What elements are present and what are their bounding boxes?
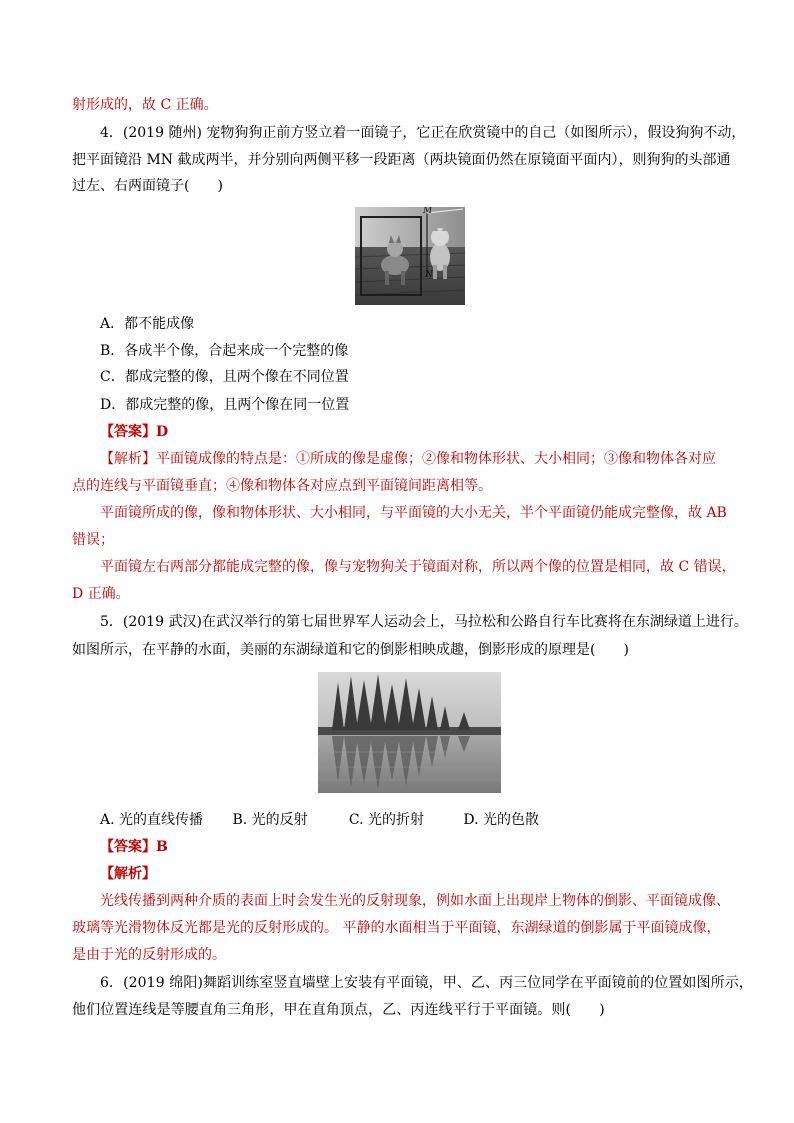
q4-analysis-line-6: D 正确。 xyxy=(72,586,130,602)
label-m: M xyxy=(423,207,433,216)
q5-option-d: D. 光的色散 xyxy=(463,812,539,828)
previous-answer-tail: 射形成的，故 C 正确。 xyxy=(72,97,218,113)
q4-dog-mirror-figure xyxy=(355,207,465,305)
q4-analysis-line-4: 错误； xyxy=(72,532,114,548)
q4-answer: 【答案】D xyxy=(100,424,169,440)
q4-stem-line-3: 过左、右两面镜子( ) xyxy=(72,178,223,194)
q4-option-d: D．都成完整的像，且两个像在同一位置 xyxy=(100,397,350,413)
q4-option-b: B．各成半个像，合起来成一个完整的像 xyxy=(100,343,349,359)
label-n: N xyxy=(425,270,433,280)
q5-analysis-line-1: 光线传播到两种介质的表面上时会发生光的反射现象，例如水面上出现岸上物体的倒影、平面镜成像、 xyxy=(100,893,730,909)
q5-option-a: A. 光的直线传播 xyxy=(100,812,204,828)
q5-analysis-title: 【解析】 xyxy=(100,866,156,882)
q4-stem-line-1: 4．(2019 随州) 宠物狗狗正前方竖立着一面镜子，它正在欣赏镜中的自己（如图所示），假设狗狗不动， xyxy=(100,125,746,141)
q6-stem-line-1: 6．(2019 绵阳)舞蹈训练室竖直墙壁上安装有平面镜，甲、乙、丙三位同学在平面镜前的位置如图所示， xyxy=(100,975,753,991)
q5-stem-line-2: 如图所示，在平静的水面，美丽的东湖绿道和它的倒影相映成趣，倒影形成的原理是( ) xyxy=(72,642,629,658)
lake-reflection-photo xyxy=(318,672,501,793)
q5-analysis-line-3: 是由于光的反射形成的。 xyxy=(72,947,226,963)
q4-stem-line-2: 把平面镜沿 MN 截成两半，并分别向两侧平移一段距离（两块镜面仍然在原镜面平面内），则狗狗的头部通 xyxy=(72,152,731,168)
q5-option-c: C. 光的折射 xyxy=(348,812,425,828)
q4-analysis-line-3: 平面镜所成的像，像和物体形状、大小相同，与平面镜的大小无关，半个平面镜仍能成完整像，故 AB xyxy=(100,505,727,521)
q4-analysis-line-2: 点的连线与平面镜垂直；④像和物体各对应点到平面镜间距离相等。 xyxy=(72,478,492,494)
q5-analysis-line-2: 玻璃等光滑物体反光都是光的反射形成的。 平静的水面相当于平面镜，东湖绿道的倒影属于平面镜成像， xyxy=(72,920,721,936)
q5-options xyxy=(100,810,539,830)
q5-lake-reflection-figure xyxy=(318,672,501,793)
q4-option-c: C．都成完整的像，且两个像在不同位置 xyxy=(100,369,349,385)
q4-option-a: A．都不能成像 xyxy=(100,316,195,332)
q5-answer: 【答案】B xyxy=(100,839,168,855)
q5-option-b: B. 光的反射 xyxy=(232,812,308,828)
q4-analysis-line-1: 【解析】平面镜成像的特点是：①所成的像是虚像；②像和物体形状、大小相同；③像和物体各对应 xyxy=(100,451,716,467)
q5-stem-line-1: 5．(2019 武汉)在武汉举行的第七届世界军人运动会上，马拉松和公路自行车比赛将在东湖绿道上进行。 xyxy=(100,614,748,630)
q4-analysis-line-5: 平面镜左右两部分都能成完整的像，像与宠物狗关于镜面对称，所以两个像的位置是相同，故 C 错误， xyxy=(100,559,736,575)
q6-stem-line-2: 他们位置连线是等腰直角三角形，甲在直角顶点，乙、丙连线平行于平面镜。则( ) xyxy=(72,1002,605,1018)
dog-mirror-photo xyxy=(355,207,465,305)
